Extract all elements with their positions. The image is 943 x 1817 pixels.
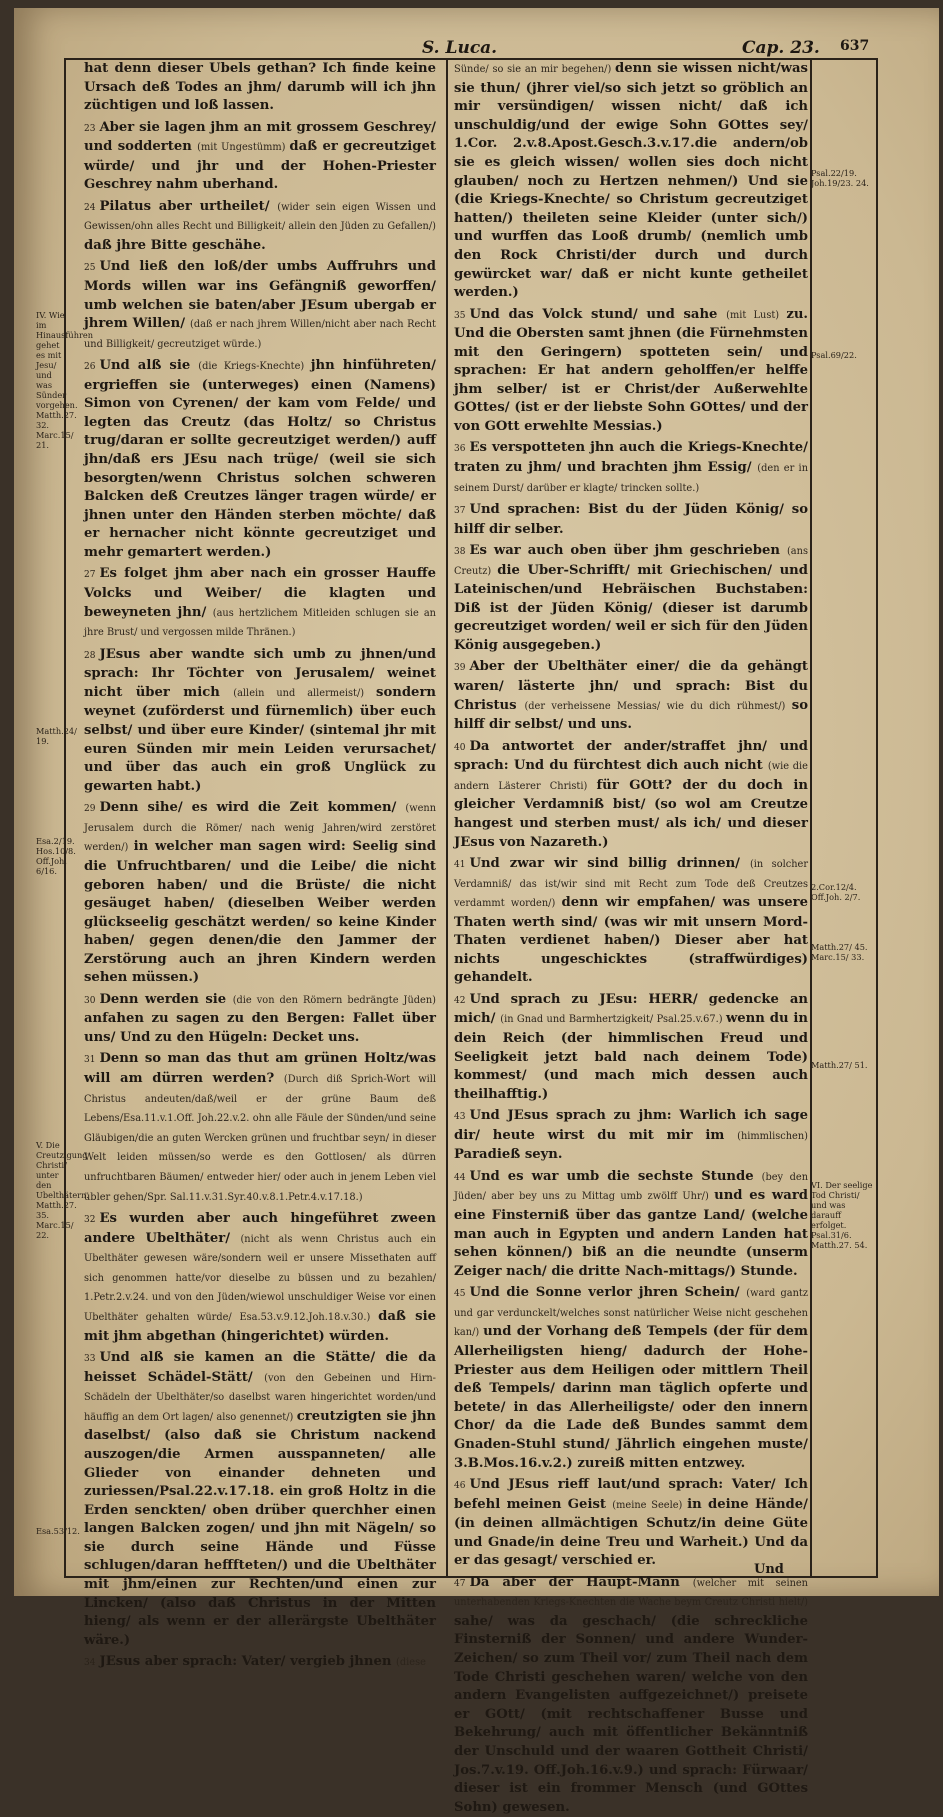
verse-text-continued: sahe/ was da geschach/ (die schreckliche Finsterniß der Sonnen/ und andere Wunder-Zeichen/ so zum Theil vor/ zum Theil nach dem Tode Christi geschehen waren/ welche von den andern Evangelisten auffgezeichnet/) preisete er GOtt/ (mit rechtschaffener Busse und Bekehrung/ auch mit öffentlicher Bekänntniß der Unschuld und der waaren Gottheit Christi/ Jos.7.v.19. Off.Joh.16.v.9.) und sprach: Fürwaar/ dieser ist ein frommer Mensch (und GOttes Sohn) gewesen.: [454, 1613, 808, 1815]
verse-text: Und zwar wir sind billig drinnen/: [469, 855, 750, 871]
verse: [454, 439, 808, 498]
verse-text-continued: zu. Und die Obersten samt jhnen (die Fürnehmsten mit den Geringern) spotteten sein/ und sprachen: Er hat andern geholffen/er helffe jhm selber/ ist er Christ/der Außerwehlte GOttes/ (ist er der liebste Sohn GOttes/ und der von GOtt erwehlte Messias.): [454, 306, 808, 435]
verse-gloss: (wenn Jerusalem durch die Römer/ nach wenig Jahren/wird zerstöret werden/): [84, 803, 436, 854]
verse-text-continued: denn wir empfahen/ was unsere Thaten werth sind/ (was wir mit unsern Mord-Thaten verdienet haben/) Dieser aber hat nichts ungeschicktes (straffwürdiges) gehandelt.: [454, 895, 808, 986]
right-column: [454, 60, 809, 1815]
verse-text-continued: in welcher man sagen wird: Seelig sind die Unfruchtbaren/ und die Leibe/ die nicht geboren haben/ und die Brüste/ die nicht gesäuget haben/ (dieselben Weiber werden glückseelig geschätzt werden/ so keine Kinder haben/ gegen denen/die den Jammer der Zerstörung auch an jhren Kindern werden sehen müssen.): [84, 839, 437, 986]
verse: [84, 1349, 436, 1651]
margin-note-left: IV. Wie im Hinausführen gehet es mit Jesu/ und was Sünder vorgehen. Matth.27. 32. Marc.15/ 21.: [36, 310, 93, 450]
verse-text: JEsus aber sprach: Vater/ vergieb jhnen: [99, 1654, 397, 1670]
verse-gloss: (bey den Jüden/ aber bey uns zu Mittag umb zwölff Uhr/): [454, 1171, 808, 1203]
verse: [84, 258, 436, 354]
verse-gloss: (welcher mit seinen unterhabenden Kriegs-Knechten die Wache beym Creutz Christi hielt/): [454, 1577, 808, 1609]
verse-gloss: (mit Lust): [726, 309, 787, 321]
verse-text: Es wurden aber auch hingeführet zween andere Ubelthäter/: [84, 1211, 436, 1246]
verse: [454, 1107, 808, 1165]
verse-gloss: Sünde/ so sie an mir begehen/): [454, 64, 616, 75]
verse-text: Pilatus aber urtheilet/: [99, 198, 278, 214]
margin-note-left: Esa.53/12.: [36, 1526, 80, 1536]
verse-text: Da aber der Haupt-Mann: [469, 1574, 693, 1590]
verse-number: 23: [84, 123, 96, 134]
verse-number: 26: [84, 362, 96, 373]
verse-gloss: (der verheissene Messias/ wie du dich rühmest/): [524, 700, 792, 712]
left-column: [84, 60, 437, 1670]
verse-gloss: (allein und allermeist/): [233, 687, 377, 699]
verse-text-continued: und es ward eine Finsterniß über das gantze Land/ (welche man auch in Egypten und andern Landen hat sehen können/) biß an die neundte (unserm Zeiger nach/ die dritte Nach-mittags/) Stunde.: [454, 1188, 808, 1279]
verse-gloss: (die von den Römern bedrängte Jüden): [232, 994, 436, 1006]
verse-text-continued: die Uber-Schrifft/ mit Griechischen/ und Lateinischen/und Hebräischen Buchstaben: Diß ist der Jüden König/ (dieser ist darumb gecreutziget worden/ weil er sich für den Jüden König ausgegeben.): [454, 562, 808, 653]
margin-note-right: Matth.27/ 51.: [811, 1060, 868, 1070]
verse-number: 44: [454, 1172, 466, 1183]
verse-gloss: (in Gnad und Barmhertzigkeit/ Psal.25.v.67.): [500, 1014, 726, 1026]
verse-text: Und sprachen: Bist du der Jüden König/ so hilff dir selber.: [454, 502, 808, 537]
verse-text-continued: daß sie mit jhm abgethan (hingerichtet) würden.: [84, 1308, 437, 1344]
verse-gloss: (nicht als wenn Christus auch ein Ubelthäter gewesen wäre/sondern weil er unsere Missethaten auff sich genommen hatte/vor dieselbe zu büssen und zu bezahlen/ 1.Petr.2.v.24. und von den Jüden/wiewol unschuldiger Weise vor einen Ubelthäter gehalten würde/ Esa.53.v.9.12.Joh.18.v.30.): [84, 1233, 436, 1323]
verse-gloss: (in solcher Verdamniß/ das ist/wir sind mit Recht zum Tode deß Creutzes verdammt worden/): [454, 858, 809, 910]
verse-gloss: (Durch diß Sprich-Wort will Christus andeuten/daß/weil er der grüne Baum deß Lebens/Esa.11.v.1.Off. Joh.22.v.2. ohn alle Fäule der Sünden/und seine Gläubigen/die an guten Wercken grünen und fruchtbar seyn/ in dieser Welt leiden müssen/so werde es den Gottlosen/ als dürren unfruchtbaren Bäumen/ entweder hier/ oder auch in jenem Leben viel übler gehen/Spr. Sal.11.v.31.Syr.40.v.8.1.Petr.4.v.17.18.): [84, 1074, 437, 1203]
verse-gloss: (aus hertzlichem Mitleiden schlugen sie an jhre Brust/ und vergossen milde Thränen.): [84, 607, 436, 639]
verse-text: Denn sihe/ es wird die Zeit kommen/: [99, 800, 406, 816]
verse-gloss: (meine Seele): [612, 1499, 688, 1511]
verse-number: 42: [454, 995, 466, 1006]
verse-gloss: (die Kriegs-Knechte): [198, 361, 311, 373]
verse-number: 28: [84, 650, 96, 661]
catchword: Und: [754, 1562, 784, 1577]
verse-text: Es war auch oben über jhm geschrieben: [469, 543, 787, 559]
book-page: [14, 8, 939, 1815]
verse-text-continued: anfahen zu sagen zu den Bergen: Fallet über uns/ Und zu den Hügeln: Decket uns.: [84, 1011, 436, 1046]
verse-number: 46: [454, 1480, 466, 1491]
verse: [84, 119, 436, 195]
verse-text: Aber der Ubelthäter einer/ die da gehängt waren/ lästerte jhn/ und sprach: Bist du Christus: [454, 659, 808, 713]
verse: [84, 991, 436, 1048]
verse-text-continued: für GOtt? der du doch in gleicher Verdamniß bist/ (so wol am Creutze hangest und sterben must/ als ich/ und dieser JEsus von Nazareth.): [454, 777, 808, 850]
verse-number: 41: [454, 859, 466, 870]
verse-gloss: (von den Gebeinen und Hirn-Schädeln der Ubelthäter/so daselbst waren hingerichtet worden/und häuffig an dem Ort lagen/ also genennet/): [84, 1372, 436, 1423]
verse: [84, 565, 436, 642]
verse-number: 30: [84, 995, 96, 1006]
verse-text-continued: jhn hinführeten/ ergrieffen sie (unterweges) einen (Namens) Simon von Cyrenen/ der kam vom Felde/ und legten das Creutz (das Holtz/ so Christus trug/daran er sollte gecreutziget werden/) auff jhn/daß ers JEsu nach trüge/ (weil sie sich besorgten/wenn Christus solchen schweren Balcken deß Creutzes länger tragen würde/ er jhnen unter den Händen sterben möchte/ daß er hernacher nicht könnte gecreutziget und mehr gemartert werden.): [84, 358, 436, 561]
verse-text-continued: creutzigten sie jhn daselbst/ (also daß sie Christum nackend auszogen/die Armen ausspanneten/ alle Glieder von einander dehneten und zuriessen/Psal.22.v.17.18. ein groß Holtz in die Erden senckten/ oben drüber querchher einen langen Balcken zogen/ und jhn mit Nägeln/ so sie durch seine Hände und Füsse schlugen/daran hefffteten/) und die Ubelthäter mit jhm/einen zur Rechten/und einen zur Lincken/ (also daß Christus in der Mitten hieng/ als wenn er der allerärgste Ubelthäter wäre.): [84, 1408, 436, 1648]
verse: [454, 1476, 808, 1571]
margin-note-left: Matth.24/ 19.: [36, 726, 77, 746]
verse-text: Und sprach zu JEsu: HERR/ gedencke an mich/: [454, 991, 808, 1027]
verse-text: Und ließ den loß/der umbs Auffruhrs und Mords willen war ins Gefängniß geworffen/ umb welchen sie baten/aber JEsum ubergab er jhrem Willen/: [84, 259, 436, 332]
margin-note-right: VI. Der seelige Tod Christi/ und was darauff erfolget. Psal.31/6. Matth.27. 54.: [811, 1180, 873, 1250]
verse: [454, 60, 808, 303]
verse-text: hat denn dieser Ubels gethan? Ich finde keine Ursach deß Todes an jhm/ darumb will ich jhn züchtigen und loß lassen.: [84, 61, 436, 114]
verse-number: 32: [84, 1215, 96, 1225]
verse-number: 40: [454, 742, 466, 753]
verse-number: 29: [84, 804, 96, 815]
verse-text: Und JEsus rieff laut/und sprach: Vater/ Ich befehl meinen Geist: [454, 1476, 808, 1512]
running-title: S. Luca.: [422, 38, 498, 58]
verse-text-continued: denn sie wissen nicht/was sie thun/ (jhrer viel/so sich jetzt so gröblich an mir versündigen/ wissen nicht/ daß ich unschuldig/und der ewige Sohn GOttes sey/ 1.Cor. 2.v.8.Apost.Gesch.3.v.17.die andern/ob sie es gleich wissen/ wollen sies doch nicht glauben/ noch zu Hertzen nehmen/) Und sie (die Kriegs-Knechte/ so Christum gecreutziget hatten/) theileten seine Kleider (unter sich/) und wurffen das Looß drumb/ (nemlich umb den Rock Christi/der durch und durch gewürcket war/ daß er nicht kunte getheilet werden.): [454, 61, 808, 301]
margin-note-left: V. Die Creutzigung Christi/ unter den Ubelthätern. Matth.27. 35. Marc.15/ 22.: [36, 1140, 89, 1240]
verse-number: 43: [454, 1112, 466, 1123]
verse: [454, 738, 808, 853]
verse-number: 39: [454, 663, 466, 674]
verse: [454, 1284, 808, 1473]
margin-note-left: Esa.2/19. Hos.10/8. Off.Joh. 6/16.: [36, 836, 76, 876]
verse: [454, 1574, 808, 1817]
verse-text: Es verspotteten jhn auch die Kriegs-Knechte/ traten zu jhm/ und brachten jhm Essig/: [454, 440, 808, 476]
verse-text: Es folget jhm aber nach ein grosser Hauffe Volcks und Weiber/ die klagten und beweyneten jhn/: [84, 566, 436, 620]
verse: [454, 1168, 808, 1282]
margin-note-right: Psal.69/22.: [811, 350, 857, 360]
verse: [84, 799, 436, 988]
verse-text-continued: sondern weynet (zuförderst und fürnemlich) über euch selbst/ und über eure Kinder/ (sintemal jhr mit euren Sünden mir mein Leiden verursachet/ und über das auch ein groß Unglück zu gewarten habt.): [84, 684, 436, 794]
margin-note-right: Matth.27/ 45. Marc.15/ 33.: [811, 942, 868, 962]
verse-number: 47: [454, 1578, 466, 1589]
center-rule: [446, 58, 448, 1578]
verse: [84, 198, 436, 256]
verse-text-continued: Paradieß seyn.: [454, 1147, 563, 1163]
verse: [84, 1210, 436, 1346]
verse-text: Und die Sonne verlor jhren Schein/: [469, 1285, 747, 1301]
verse-number: 37: [454, 506, 466, 517]
verse: [84, 60, 436, 116]
verse-text: Und JEsus sprach zu jhm: Warlich ich sage dir/ heute wirst du mit mir im: [454, 1108, 808, 1143]
verse-number: 38: [454, 547, 466, 558]
page-number: 637: [840, 38, 870, 54]
verse-gloss: (himmlischen): [737, 1130, 808, 1142]
chapter-label: Cap. 23.: [742, 38, 820, 58]
verse-text: Aber sie lagen jhm an mit grossem Geschrey/ und sodderten: [84, 119, 436, 155]
verse-text-continued: daß jhre Bitte geschähe.: [84, 237, 266, 253]
verse-text: Und das Volck stund/ und sahe: [469, 306, 727, 322]
verse: [454, 991, 808, 1105]
verse-text-continued: so hilff dir selbst/ und uns.: [454, 697, 808, 733]
verse-number: 31: [84, 1055, 96, 1066]
verse-number: 45: [454, 1289, 466, 1300]
verse: [84, 646, 436, 797]
verse: [454, 855, 808, 988]
verse-text: Und es war umb die sechste Stunde: [469, 1168, 762, 1184]
verse-text: Denn so man das thut am grünen Holtz/was will am dürren werden?: [84, 1051, 436, 1087]
verse-gloss: (wie die andern Lästerer Christi): [454, 761, 808, 792]
right-rule: [810, 58, 812, 1578]
verse-gloss: (wider sein eigen Wissen und Gewissen/ohn alles Recht und Billigkeit/ allein den Jüden zu Gefallen/): [84, 201, 436, 233]
verse-gloss: (ward gantz und gar verdunckelt/welches sonst natürlicher Weise nicht geschehen kan/): [454, 1288, 808, 1339]
verse-text-continued: und der Vorhang deß Tempels (der für dem Allerheiligsten hieng/ dadurch der Hohe-Priester aus dem Heiligen oder mittlern Theil deß Tempels/ darinn man täglich opferte und betete/ in das Allerheiligste/ oder den innern Chor/ da die Lade deß Bundes sammt dem Gnaden-Stuhl stund/ Jährlich eingehen muste/ 3.B.Mos.16.v.2.) zureiß mitten entzwey.: [454, 1324, 808, 1471]
verse-number: 24: [84, 202, 96, 213]
verse-gloss: (mit Ungestümm): [197, 142, 290, 154]
verse-gloss: (ans Creutz): [454, 546, 808, 577]
verse-text-continued: daß er gecreutziget würde/ und jhr und der Hohen-Priester Geschrey nahm uberhand.: [84, 139, 436, 193]
verse-number: 35: [454, 310, 466, 321]
verse-text-continued: in deine Hände/ (in deinen allmächtigen Schutz/in deine Güte und Gnade/in deine Treu und Warheit.) Und da er das gesagt/ verschied er.: [454, 1496, 808, 1569]
verse-text-continued: wenn du in dein Reich (der himmlischen Freud und Seeligkeit jetzt bald nach deinem Tode) kommest/ (und mach mich dessen auch theilhafftig.): [454, 1011, 808, 1102]
left-rule: [64, 58, 66, 1578]
verse-number: 34: [84, 1658, 96, 1669]
verse-text: Und alß sie kamen an die Stätte/ die da heisset Schädel-Stätt/: [84, 1349, 436, 1385]
verse: [84, 1050, 436, 1207]
verse: [454, 306, 808, 437]
verse: [454, 658, 808, 734]
verse: [84, 1653, 436, 1673]
verse-text: Und alß sie: [99, 358, 199, 374]
verse: [84, 357, 436, 563]
verse-number: 33: [84, 1353, 96, 1364]
verse-gloss: (diese: [396, 1657, 426, 1669]
margin-note-right: Psal.22/19. Joh.19/23. 24.: [811, 168, 869, 188]
verse: [454, 542, 808, 656]
verse-gloss: (den er in seinem Durst/ darüber er klagte/ trincken sollte.): [454, 463, 809, 494]
verse-text: JEsus aber wandte sich umb zu jhnen/und sprach: Ihr Töchter von Jerusalem/ weinet nicht über mich: [84, 646, 436, 700]
margin-note-right: 2.Cor.12/4. Off.Joh. 2/7.: [811, 882, 861, 902]
verse-number: 25: [84, 263, 96, 274]
outer-right-rule: [876, 58, 878, 1578]
verse-number: 36: [454, 444, 466, 455]
verse-text: Da antwortet der ander/straffet jhn/ und sprach: Und du fürchtest dich auch nicht: [454, 738, 808, 774]
verse-text: Denn werden sie: [99, 991, 233, 1007]
verse-gloss: (daß er nach jhrem Willen/nicht aber nach Recht und Billigkeit/ gecreutziget würde.): [84, 319, 436, 350]
verse-number: 27: [84, 570, 96, 581]
verse: [454, 501, 808, 539]
